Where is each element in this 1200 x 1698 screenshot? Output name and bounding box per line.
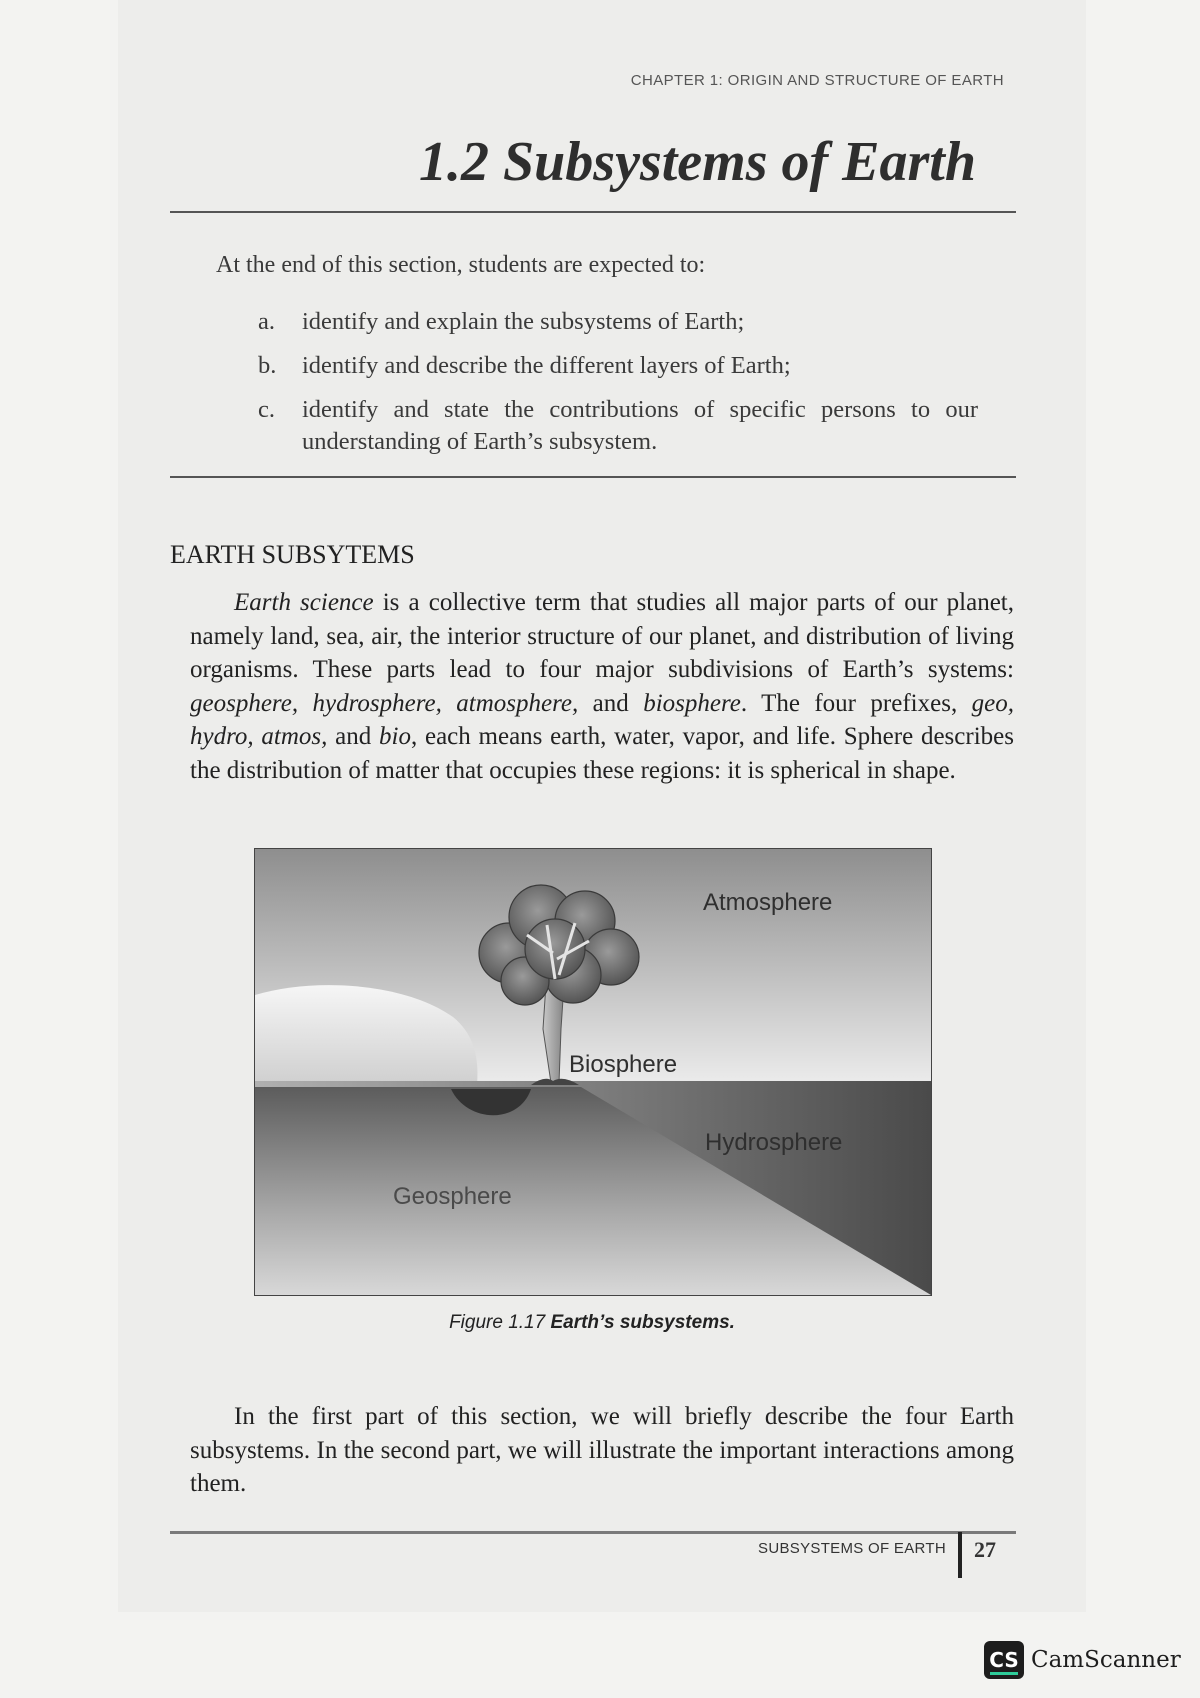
- footer-divider: [958, 1532, 962, 1578]
- running-head: CHAPTER 1: ORIGIN AND STRUCTURE OF EARTH: [630, 72, 1004, 89]
- earth-subsystems-figure: [254, 848, 932, 1296]
- objective-item: [258, 350, 978, 382]
- camscanner-logo-icon: CS: [984, 1641, 1024, 1679]
- objectives-list: [258, 306, 978, 470]
- page-sheet: [118, 0, 1086, 1612]
- footer-section-name: SUBSYSTEMS OF EARTH: [758, 1540, 946, 1557]
- objective-letter: a.: [258, 308, 275, 335]
- figure-caption-text: Earth’s subsystems.: [550, 1312, 735, 1333]
- section-title: 1.2 Subsystems of Earth: [419, 131, 976, 193]
- objectives-rule: [170, 476, 1016, 478]
- objective-item: [258, 394, 978, 458]
- objective-text: identify and state the contributions of specific persons to our understanding of Earth’s subsystem.: [302, 396, 978, 455]
- objectives-intro: At the end of this section, students are expected to:: [216, 252, 706, 278]
- intro-paragraph: Earth science is a collective term that studies all major parts of our planet, namely land, sea, air, the interior structure of our planet, and distribution of living organisms. These parts lead to four major subdivisions of Earth’s systems: geosphere, hydrosphere, atmosphere, and biosphere. The four prefixes, geo, hydro, atmos, and bio, each means earth, water, vapor, and life. Sphere describes the distribution of matter that occupies these regions: it is spherical in shape.: [190, 589, 1014, 784]
- hydrosphere-label: Hydrosphere: [705, 1129, 843, 1156]
- objective-item: [258, 306, 978, 338]
- camscanner-name: CamScanner: [1031, 1647, 1181, 1673]
- footer-rule: [170, 1531, 1016, 1534]
- objective-letter: c.: [258, 396, 275, 423]
- biosphere-label: Biosphere: [569, 1051, 678, 1078]
- page-number: 27: [974, 1537, 996, 1562]
- atmosphere-label: Atmosphere: [703, 889, 833, 916]
- objective-text: identify and describe the different layers of Earth;: [302, 352, 791, 379]
- section-heading: EARTH SUBSYTEMS: [170, 540, 415, 569]
- figure-number: Figure 1.17: [449, 1312, 546, 1333]
- camscanner-watermark: [984, 1641, 1181, 1679]
- objective-text: identify and explain the subsystems of Earth;: [302, 308, 745, 335]
- figure-caption: [254, 1312, 930, 1334]
- title-rule: [170, 211, 1016, 213]
- objective-letter: b.: [258, 352, 277, 379]
- closing-paragraph: In the first part of this section, we will briefly describe the four Earth subsystems. In the second part, we will illustrate the important interactions among them.: [190, 1403, 1014, 1497]
- geosphere-label: Geosphere: [393, 1183, 512, 1210]
